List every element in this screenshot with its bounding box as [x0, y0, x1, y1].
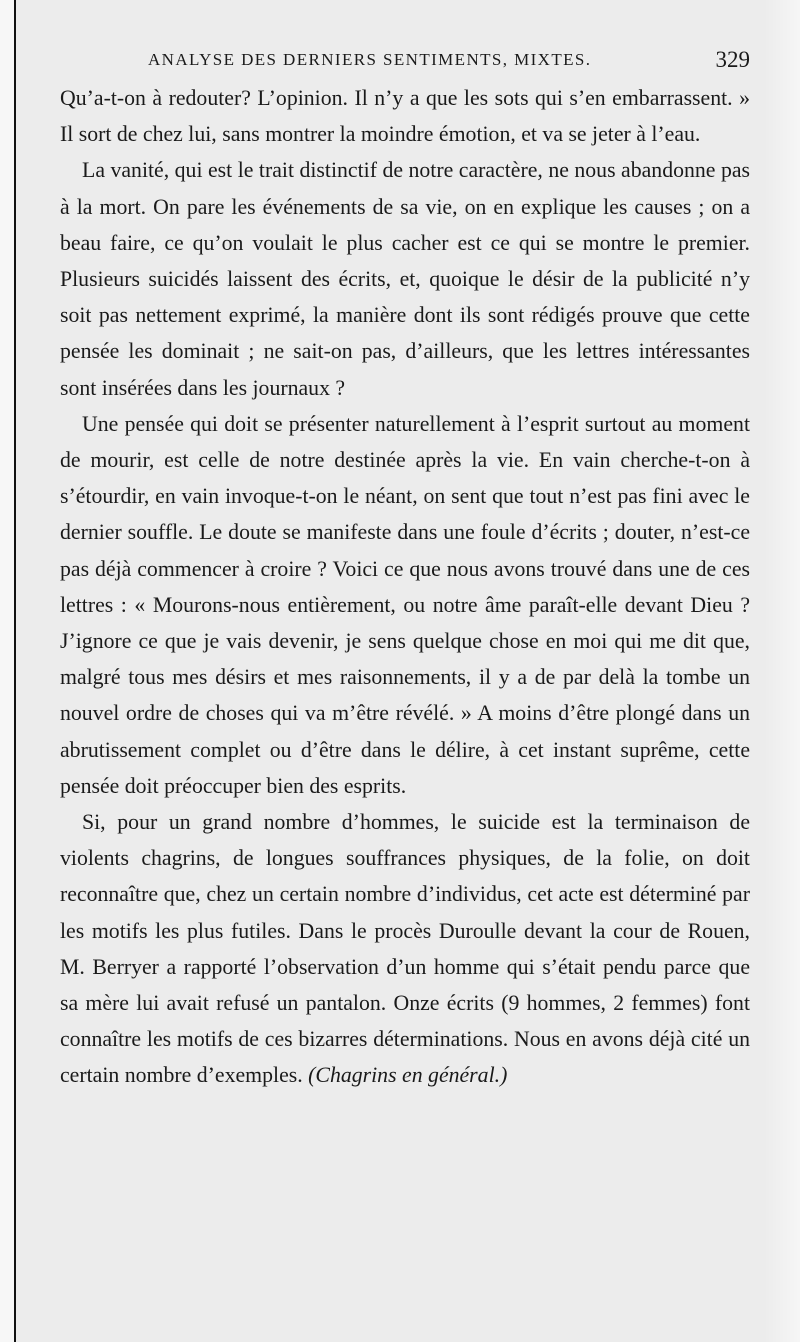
paragraph-4-text: Si, pour un grand nombre d’hommes, le suicide est la terminaison de violents chagrins, de longues souffrances physiques, de la folie, on doit reconnaître que, chez un certain nombre d’individus, cet acte est déterminé par les motifs les plus futiles. Dans le procès Duroulle devant la cour de Rouen, M. Berryer a rapporté l’observation d’un homme qui s’était pendu parce que sa mère lui avait refusé un pantalon. Onze écrits (9 hommes, 2 femmes) font connaître les motifs de ces bizarres déterminations. Nous en avons déjà cité un certain nombre d’exemples. — [60, 810, 750, 1088]
paragraph-4 — [60, 804, 750, 1094]
paragraph-4-citation: (Chagrins en général.) — [308, 1063, 508, 1088]
page-left-edge — [0, 0, 16, 1342]
running-head — [60, 40, 750, 80]
page-number: 329 — [715, 47, 750, 72]
paragraph-2: La vanité, qui est le trait distinctif de notre caractère, ne nous abandonne pas à la mort. On pare les événements de sa vie, on en explique les causes ; on a beau faire, ce qu’on voulait le plus cacher est ce qui se montre le premier. Plusieurs suicidés laissent des écrits, et, quoique le désir de la publicité n’y soit pas nettement exprimé, la manière dont ils sont rédigés prouve que cette pensée les dominait ; ne sait-on pas, d’ailleurs, que les lettres intéressantes sont insérées dans les journaux ? — [60, 158, 750, 400]
running-head-title: ANALYSE DES DERNIERS SENTIMENTS, MIXTES. — [148, 50, 592, 69]
paragraph-3: Une pensée qui doit se présenter naturellement à l’esprit surtout au moment de mourir, est celle de notre destinée après la vie. En vain cherche-t-on à s’étourdir, en vain invoque-t-on le néant, on sent que tout n’est pas fini avec le dernier souffle. Le doute se manifeste dans une foule d’écrits ; douter, n’est-ce pas déjà commencer à croire ? Voici ce que nous avons trouvé dans une de ces lettres : « Mourons-nous entièrement, ou notre âme paraît-elle devant Dieu ? J’ignore ce que je vais devenir, je sens quelque chose en moi qui me dit que, malgré tous mes désirs et mes raisonnements, il y a de par delà la tombe un nouvel ordre de choses qui va m’être révélé. » A moins d’être plongé dans un abrutissement complet ou d’être dans le délire, à cet instant suprême, cette pensée doit préoccuper bien des esprits. — [60, 411, 750, 798]
paragraph-1: Qu’a-t-on à redouter? L’opinion. Il n’y a que les sots qui s’en embarrassent. » Il sort de chez lui, sans montrer la moindre émotion, et va se jeter à l’eau. — [60, 86, 750, 147]
page-right-edge — [764, 0, 800, 1342]
body-text — [60, 80, 750, 1094]
